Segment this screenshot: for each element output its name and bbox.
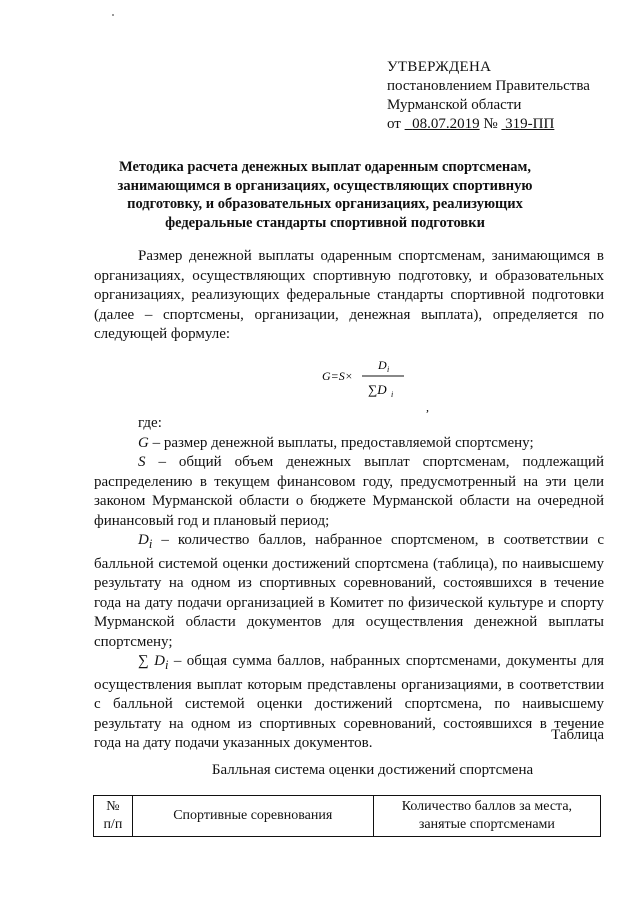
approval-number: 319-ПП — [505, 116, 555, 132]
formula-lhs: G=S× — [322, 369, 353, 383]
approval-line-1: постановлением Правительства — [387, 78, 590, 94]
document-title: Методика расчета денежных выплат одаренным спортсменам, занимающимся в организациях, осуществляющих спортивную подготовку, и образовательных организациях, реализующих федеральные стандарты спортивной подготовки — [117, 159, 533, 231]
where-label: где: — [138, 415, 162, 431]
table-caption: Балльная система оценки достижений спортсмена — [211, 762, 534, 778]
header-points-cell: Количество баллов за места, занятые спортсменами — [373, 796, 600, 837]
definition-di: $D_i$ – количество баллов, набранное спортсменом, в соответствии с балльной системой оценки достижений спортсмена (таблица), по наивысшему результату на одном из спортивных соревнований, состоявшихся в течение года на дату подачи организацией в Комитет по физической культуре и спорту Мурманской области документов для осуществления денежной выплаты спортсмену; — [94, 532, 604, 650]
header-number-cell: № п/п — [94, 796, 133, 837]
approval-number-sign: № — [483, 116, 498, 132]
approval-heading: УТВЕРЖДЕНА — [387, 59, 492, 75]
scan-speck — [112, 14, 114, 16]
approval-date-line — [387, 115, 627, 134]
definitions-block — [94, 414, 604, 754]
table-header-row — [94, 796, 601, 837]
formula-graphic — [318, 350, 438, 420]
definition-sum-di: ∑ $D_i$ – общая сумма баллов, набранных спортсменами, документы для осуществления выплат которым представлены организациями, в соответствии с балльной системой оценки достижений спортсмена, по наивысшему результату на одном из спортивных соревнований, состоявшихся в течение года на дату подачи указанных документов. — [94, 653, 604, 751]
table-label: Таблица — [551, 727, 604, 743]
payment-formula — [318, 350, 438, 420]
approval-from: от — [387, 116, 401, 132]
header-competitions-cell: Спортивные соревнования — [132, 796, 373, 837]
formula-denominator-sub: i — [391, 390, 394, 399]
formula-trailing-comma: , — [426, 400, 429, 414]
formula-numerator: D — [378, 358, 387, 372]
definition-s: S – общий объем денежных выплат спортсменам, подлежащий распределению в текущем финансовом году, предусмотренный на эти цели законом Мурманской области о бюджете Мурманской области на очередной финансовый год и плановый период; — [94, 454, 604, 529]
formula-numerator-sub: i — [387, 365, 390, 374]
score-table — [93, 795, 601, 837]
approval-line-2: Мурманской области — [387, 97, 522, 113]
approval-block — [387, 58, 627, 134]
formula-denominator: ∑D — [368, 382, 387, 397]
definition-g: G – размер денежной выплаты, предоставляемой спортсмену; — [138, 434, 534, 451]
intro-paragraph: Размер денежной выплаты одаренным спортсменам, занимающимся в организациях, осуществляющих спортивную подготовку, и образовательных организациях, реализующих федеральные стандарты спортивной подготовки (далее – спортсмены, организации, денежная выплата), определяется по следующей формуле: — [94, 248, 604, 342]
approval-date: 08.07.2019 — [412, 116, 480, 132]
